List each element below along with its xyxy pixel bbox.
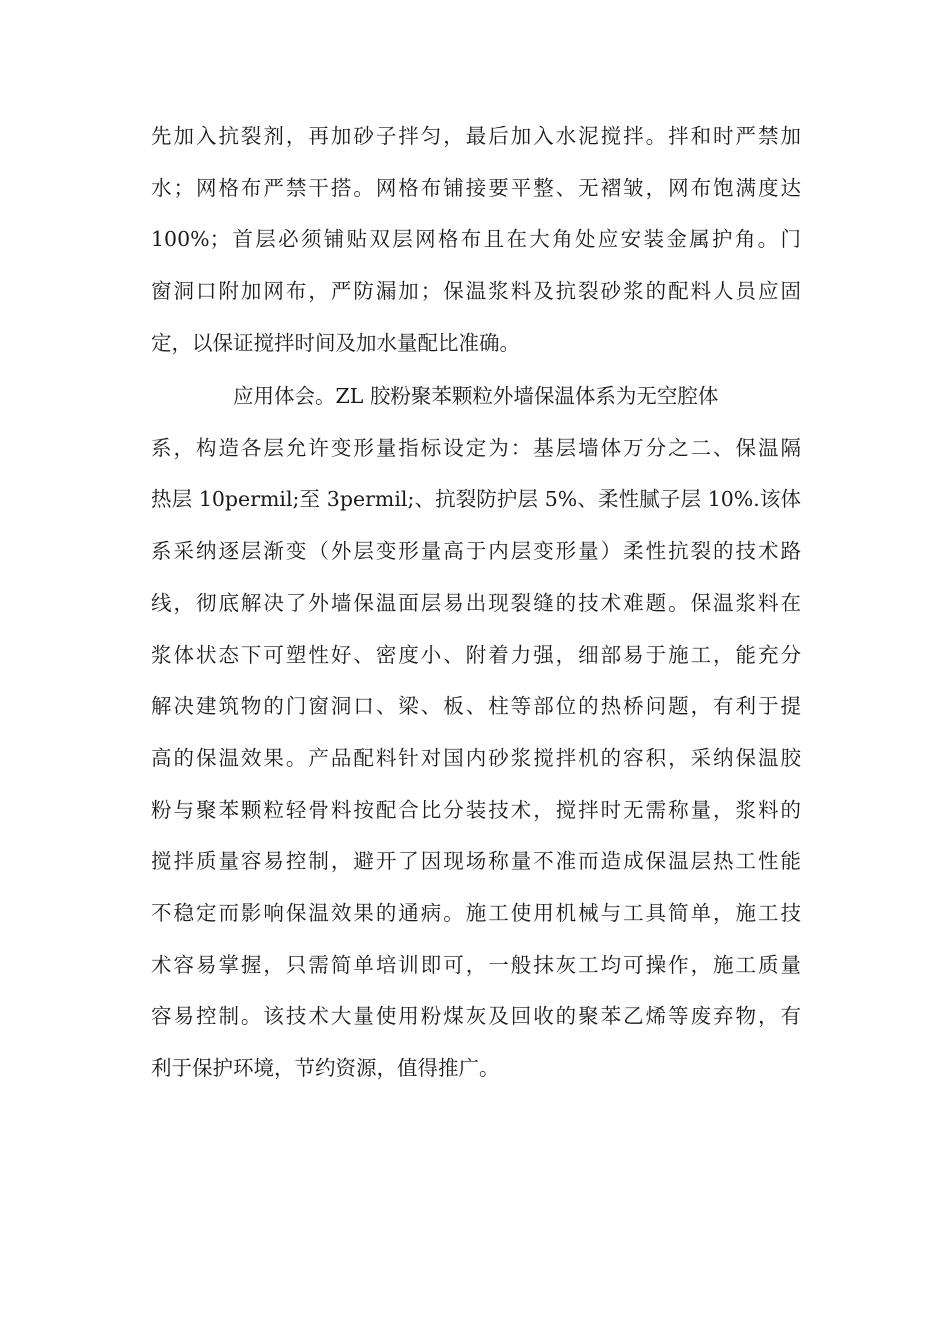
text-line: 水；网格布严禁干搭。网格布铺接要平整、无褶皱，网布饱满度达 — [151, 175, 801, 200]
text-line: 高的保温效果。产品配料针对国内砂浆搅拌机的容积，采纳保温胶 — [151, 745, 801, 770]
text-line: 线，彻底解决了外墙保温面层易出现裂缝的技术难题。保温浆料在 — [151, 590, 801, 615]
text-line: 解决建筑物的门窗洞口、梁、板、柱等部位的热桥问题，有利于提 — [151, 694, 801, 719]
text-line: 应用体会。ZL 胶粉聚苯颗粒外墙保温体系为无空腔体 — [233, 384, 719, 408]
text-line: 先加入抗裂剂，再加砂子拌匀，最后加入水泥搅拌。拌和时严禁加 — [151, 124, 801, 148]
text-line: 100%；首层必须铺贴双层网格布且在大角处应安装金属护角。门 — [151, 227, 801, 252]
text-line: 搅拌质量容易控制，避开了因现场称量不准而造成保温层热工性能 — [151, 849, 801, 874]
text-line: 系，构造各层允许变形量指标设定为：基层墙体万分之二、保温隔 — [151, 435, 801, 460]
text-line: 利于保护环境，节约资源，值得推广。 — [151, 1056, 500, 1081]
text-line: 系采纳逐层渐变（外层变形量高于内层变形量）柔性抗裂的技术路 — [151, 539, 801, 564]
paragraph-application-experience — [151, 371, 801, 1095]
text-line: 浆体状态下可塑性好、密度小、附着力强，细部易于施工，能充分 — [151, 642, 801, 667]
text-line: 窗洞口附加网布，严防漏加；保温浆料及抗裂砂浆的配料人员应固 — [151, 279, 801, 304]
text-line: 粉与聚苯颗粒轻骨料按配合比分装技术，搅拌时无需称量，浆料的 — [151, 797, 801, 822]
text-line: 术容易掌握，只需简单培训即可，一般抹灰工均可操作，施工质量 — [151, 952, 801, 977]
text-line: 热层 10permil;至 3permil;、抗裂防护层 5%、柔性腻子层 10%.该体 — [151, 487, 801, 512]
text-line: 容易控制。该技术大量使用粉煤灰及回收的聚苯乙烯等废弃物，有 — [151, 1004, 801, 1029]
paragraph-construction-notes — [151, 111, 801, 370]
text-line: 定，以保证搅拌时间及加水量配比准确。 — [151, 330, 520, 355]
text-line: 不稳定而影响保温效果的通病。施工使用机械与工具简单，施工技 — [151, 901, 801, 926]
